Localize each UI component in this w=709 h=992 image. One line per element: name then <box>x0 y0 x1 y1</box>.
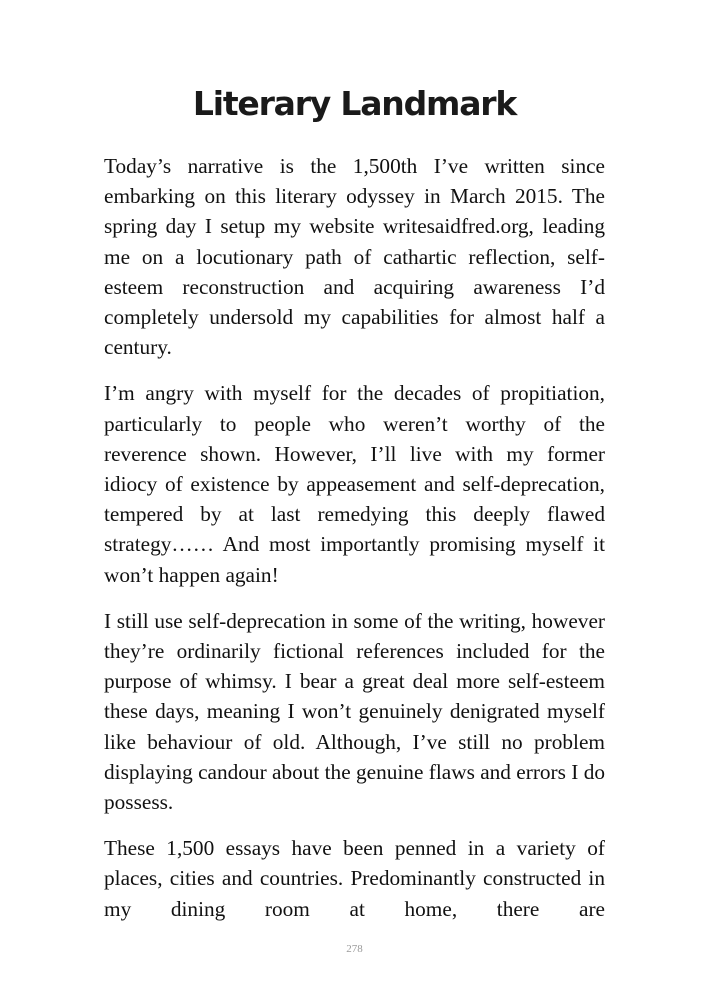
page-title: Literary Landmark <box>192 84 517 123</box>
body-text <box>104 151 605 940</box>
paragraph-1: Today’s narrative is the 1,500th I’ve written since embarking on this literary odyssey in March 2015. The spring day I setup my website writesaidfred.org, leading me on a locutionary path of cathartic reflection, self-esteem reconstruction and acquiring awareness I’d completely undersold my capabilities for almost half a century. <box>104 154 605 360</box>
page-number: 278 <box>346 943 363 955</box>
paragraph-2: I’m angry with myself for the decades of propitiation, particularly to people who weren’t worthy of the reverence shown. However, I’ll live with my former idiocy of existence by appeasement and self-deprecation, tempered by at last remedying this deeply flawed strategy…… And most importantly promising myself it won’t happen again! <box>104 381 605 587</box>
paragraph-4: These 1,500 essays have been penned in a variety of places, cities and countries. Predominantly constructed in my dining room at home, there are <box>104 836 605 921</box>
paragraph-3: I still use self-deprecation in some of the writing, however they’re ordinarily fictional references included for the purpose of whimsy. I bear a great deal more self-esteem these days, meaning I won’t genuinely denigrated myself like behaviour of old. Although, I’ve still no problem displaying candour about the genuine flaws and errors I do possess. <box>104 608 605 815</box>
